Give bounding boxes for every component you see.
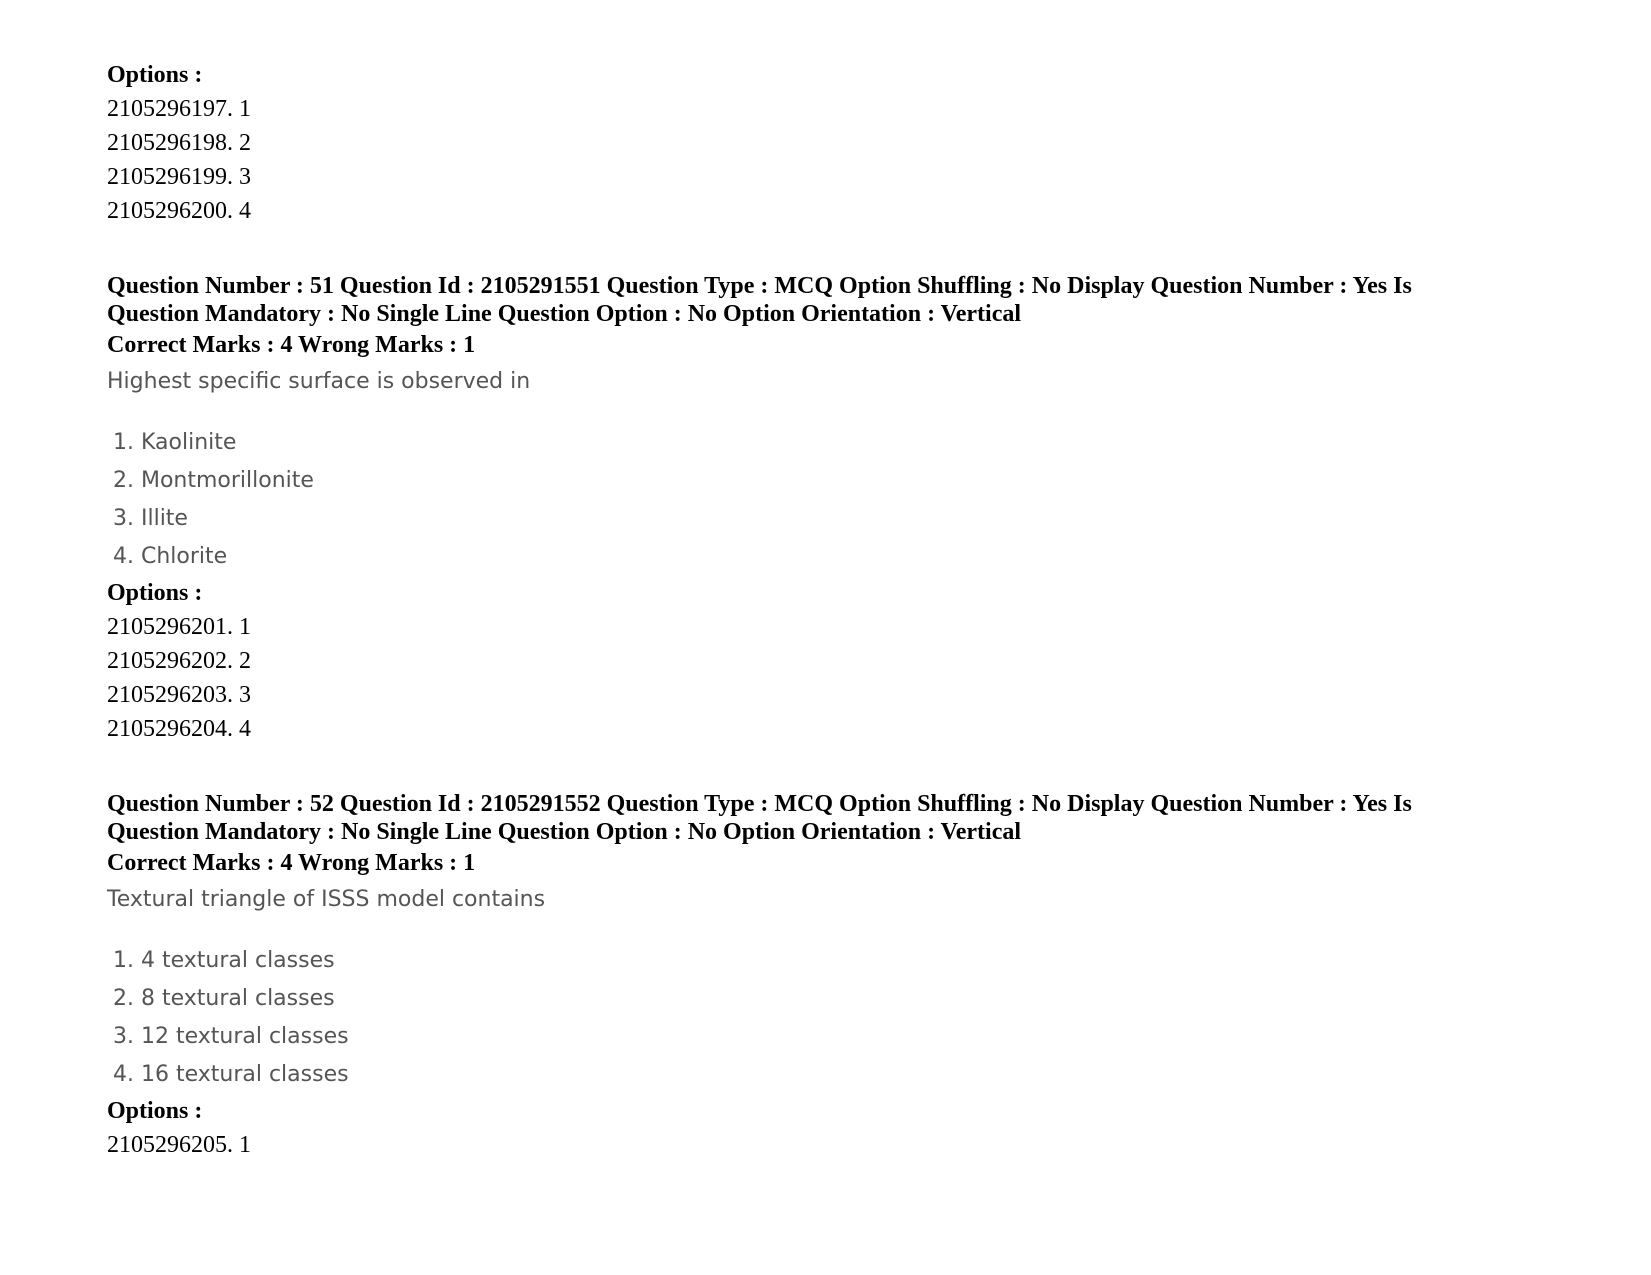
option-id: 2105296201. 1 <box>107 614 251 640</box>
option-id: 2105296200. 4 <box>107 198 251 224</box>
spacer <box>107 746 1547 790</box>
answer-choice: 2. Montmorillonite <box>113 468 314 493</box>
option-id: 2105296199. 3 <box>107 164 251 190</box>
question-meta: Question Mandatory : No Single Line Question Option : No Option Orientation : Vertical <box>107 819 1022 845</box>
question-text: Textural triangle of ISSS model contains <box>107 887 546 912</box>
option-id: 2105296203. 3 <box>107 682 251 708</box>
question-51 <box>107 272 1547 746</box>
options-header: Options : <box>107 1098 203 1124</box>
answer-choice: 1. Kaolinite <box>113 430 237 455</box>
question-marks: Correct Marks : 4 Wrong Marks : 1 <box>107 850 476 876</box>
question-paper <box>107 58 1547 1162</box>
previous-question-options <box>107 58 1547 228</box>
answer-choice: 1. 4 textural classes <box>113 948 335 973</box>
answer-choice: 3. Illite <box>113 506 188 531</box>
options-header: Options : <box>107 580 203 606</box>
spacer <box>107 228 1547 272</box>
question-meta: Question Number : 51 Question Id : 2105291551 Question Type : MCQ Option Shuffling : No Display Question Number : Yes Is <box>107 273 1412 299</box>
question-marks: Correct Marks : 4 Wrong Marks : 1 <box>107 332 476 358</box>
answer-choice: 3. 12 textural classes <box>113 1024 349 1049</box>
options-header: Options : <box>107 62 203 88</box>
answer-choice: 4. 16 textural classes <box>113 1062 349 1087</box>
question-text: Highest specific surface is observed in <box>107 369 531 394</box>
option-id: 2105296202. 2 <box>107 648 251 674</box>
option-id: 2105296198. 2 <box>107 130 251 156</box>
option-id: 2105296204. 4 <box>107 716 251 742</box>
answer-choice: 2. 8 textural classes <box>113 986 335 1011</box>
answer-choice: 4. Chlorite <box>113 544 228 569</box>
question-meta: Question Mandatory : No Single Line Question Option : No Option Orientation : Vertical <box>107 301 1022 327</box>
question-52 <box>107 790 1547 1162</box>
option-id: 2105296197. 1 <box>107 96 251 122</box>
option-id: 2105296205. 1 <box>107 1132 251 1158</box>
question-meta: Question Number : 52 Question Id : 2105291552 Question Type : MCQ Option Shuffling : No Display Question Number : Yes Is <box>107 791 1412 817</box>
